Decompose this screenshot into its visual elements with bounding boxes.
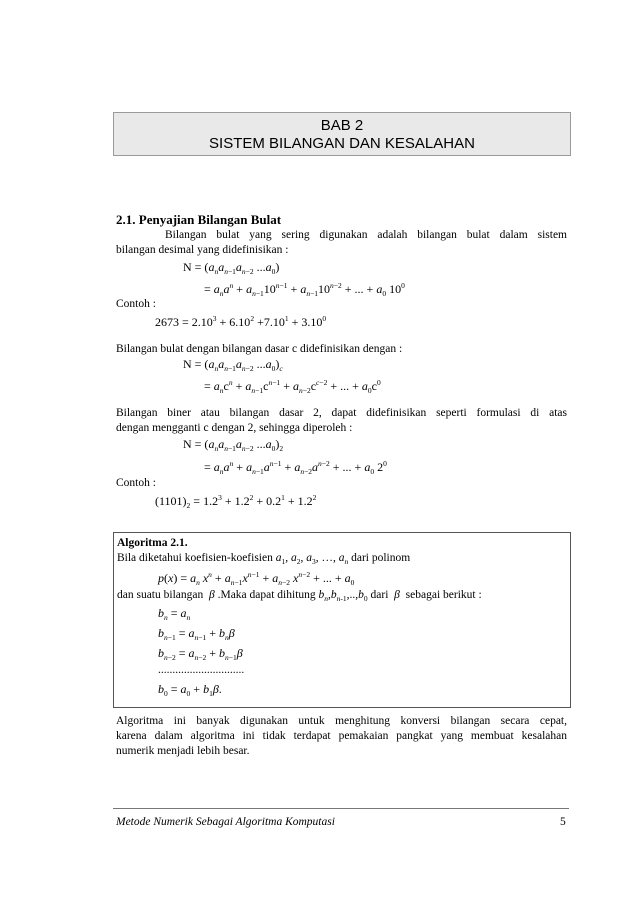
base-c-text: Bilangan bulat dengan bilangan dasar c didefinisikan dengan :	[116, 343, 403, 355]
binary-expansion: = $a_na^n + a_{n-1}a^{n-1} + a_{n-2}a^{n-2}$ + ... + $a_0$ $2^0$	[204, 459, 387, 476]
binary-line-1: Bilangan biner atau bilangan dasar 2, dapat didefinisikan seperti formulasi di atas	[116, 407, 567, 419]
closing-line-3: numerik menjadi lebih besar.	[116, 745, 250, 757]
decimal-definition: $N = (a_na_{n-1}a_{n-2}$ $...a_0$)	[183, 260, 280, 276]
recurrence-b0: $b_0 = a_0 + b_1\beta$.	[158, 682, 222, 698]
footer-rule	[113, 808, 569, 809]
closing-line-2: karena dalam algoritma ini tidak terdapat pemakaian pangkat yang membuat kesalahan	[116, 730, 567, 742]
intro-line-2: bilangan desimal yang didefinisikan :	[116, 244, 289, 256]
recurrence-bn-1: $b_{n-1} = a_{n-1} + b_n\beta$	[158, 626, 235, 642]
base-c-definition: $N = (a_na_{n-1}a_{n-2}$ $...a_0)_c$	[183, 357, 283, 373]
footer-book-title: Metode Numerik Sebagai Algoritma Komputasi	[116, 816, 335, 828]
chapter-header	[113, 112, 571, 156]
recurrence-bn-2: $b_{n-2} = a_{n-2} + b_{n-1}\beta$	[158, 646, 243, 662]
algorithm-line-1: Bila diketahui koefisien-koefisien $a_1$, $a_2$, $a_3$, …, $a_n$ dari polinom	[117, 552, 411, 566]
closing-line-1: Algoritma ini banyak digunakan untuk menghitung konversi bilangan secara cepat,	[116, 715, 567, 727]
page-number: 5	[560, 816, 566, 828]
decimal-expansion: = $a_na^n + a_{n-1}10^{n-1} + a_{n-1}10^{n-2}$ + ... + $a_0$ $10^0$	[204, 281, 405, 298]
example-2-expression: $(1101)_2 = 1.2^3 + 1.2^2 + 0.2^1 + 1.2^2$	[155, 493, 317, 510]
recurrence-ellipsis: ..............................	[158, 664, 245, 676]
section-title: 2.1. Penyajian Bilangan Bulat	[116, 212, 282, 227]
algorithm-title: Algoritma 2.1.	[117, 537, 188, 549]
example-1-label: Contoh :	[116, 298, 156, 310]
base-c-expansion: = $a_nc^n + a_{n-1}c^{n-1} + a_{n-2}c^{c-2}$ + ... + $a_0c^0$	[204, 378, 381, 395]
algorithm-line-2: dan suatu bilangan β .Maka dapat dihitung $b_n,b_{n-1},..,b_0$ dari β sebagai berikut :	[117, 589, 482, 603]
binary-definition: $N = (a_na_{n-1}a_{n-2}$ $...a_0)_2$	[183, 437, 284, 453]
polynomial-formula: $p(x) = a_n$ $x^n + a_{n-1}x^{n-1} + a_{n-2}$ $x^{n-2}$ + ... + $a_0$	[158, 570, 355, 587]
chapter-title: SISTEM BILANGAN DAN KESALAHAN	[209, 135, 475, 152]
example-2-label: Contoh :	[116, 477, 156, 489]
chapter-number: BAB 2	[320, 117, 364, 134]
intro-line-1: Bilangan bulat yang sering digunakan adalah bilangan bulat dalam sistem	[165, 229, 567, 241]
recurrence-bn: $b_n = a_n$	[158, 606, 191, 622]
example-1-expression: $2673 = 2.10^3 + 6.10^2 +7.10^1 + 3.10^0$	[155, 314, 327, 329]
binary-line-2: dengan mengganti c dengan 2, sehingga diperoleh :	[116, 422, 353, 434]
